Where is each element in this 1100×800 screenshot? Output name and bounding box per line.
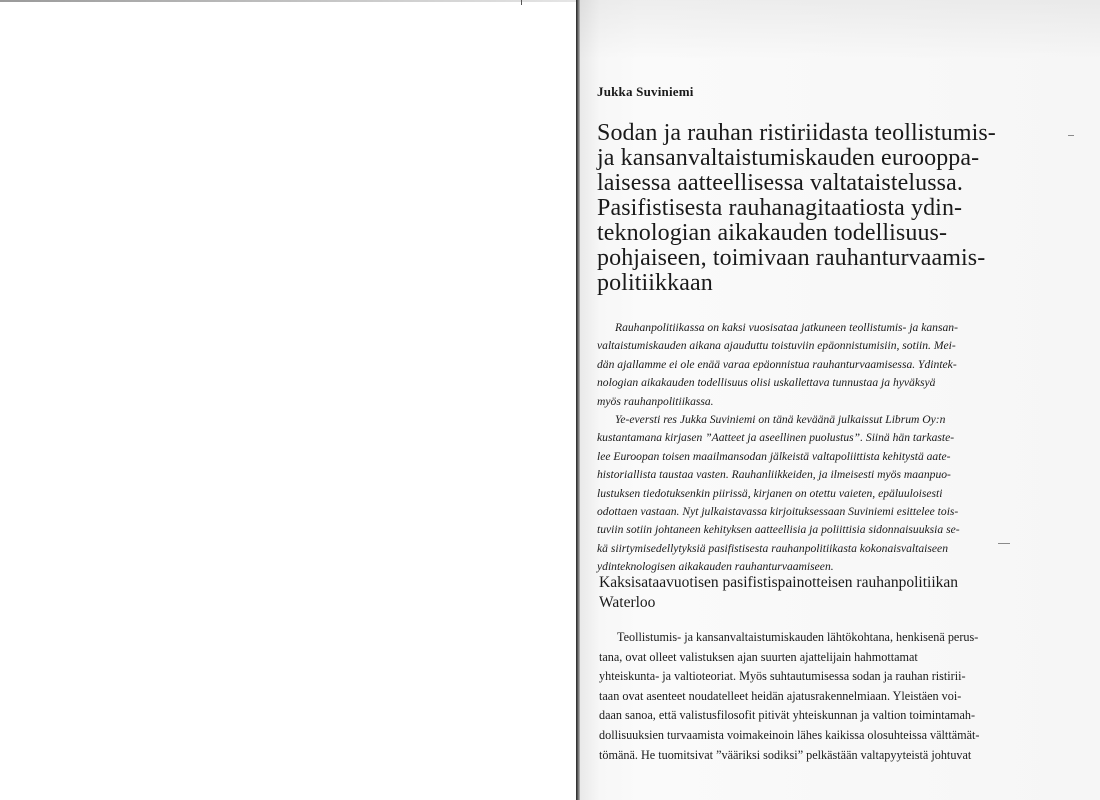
margin-mark (998, 543, 1010, 544)
article-body (599, 628, 1039, 765)
abstract-line: Rauhanpolitiikassa on kaksi vuosisataa jatkuneen teollistumis- ja kansan- (615, 321, 958, 334)
article-title (597, 121, 1037, 296)
title-line: teknologian aikakauden todellisuus- (597, 220, 948, 246)
abstract-line: Ye-eversti res Jukka Suviniemi on tänä keväänä julkaissut Librum Oy:n (615, 413, 946, 427)
body-line: dollisuuksien turvaamista voimakeinoin lähes kaikissa olosuhteissa välttämät- (599, 727, 980, 742)
title-line: Pasifistisesta rauhanagitaatiosta ydin- (597, 195, 963, 221)
title-line: politiikkaan (597, 270, 713, 296)
abstract-line: dän ajallamme ei ole enää varaa epäonnistua rauhanturvaamisessa. Ydintek- (597, 357, 957, 371)
right-page (580, 0, 1100, 800)
section-heading-line: Kaksisataavuotisen pasifistispainotteisen rauhanpolitiikan (599, 574, 959, 591)
section-heading-line: Waterloo (599, 594, 656, 611)
abstract-line: lustuksen tiedotuksenkin piirissä, kirjanen on otettu vaieten, epäluuloisesti (597, 486, 943, 500)
article-author: Jukka Suviniemi (597, 84, 694, 99)
body-line: yhteiskunta- ja valtioteoriat. Myös suhtautumisessa sodan ja rauhan ristirii- (599, 669, 966, 684)
body-line: Teollistumis- ja kansanvaltaistumiskauden lähtökohtana, henkisenä perus- (617, 630, 979, 644)
abstract-line: kustantamana kirjasen ”Aatteet ja aseellinen puolustus”. Siinä hän tarkaste- (597, 431, 955, 445)
abstract-line: lee Euroopan toisen maailmansodan jälkeistä valtapoliittista kehitystä aate- (597, 449, 951, 463)
abstract-line: valtaistumiskauden aikana ajauduttu toistuviin epäonnistumisiin, sotiin. Mei- (597, 339, 956, 353)
abstract-line: odottaen vastaan. Nyt julkaistavassa kirjoituksessaan Suviniemi esittelee tois- (597, 505, 959, 519)
top-page-edge-line (0, 0, 578, 2)
body-line: tömänä. He tuomitsivat ”vääriksi sodiksi” pelkästään valtapyyteistä johtuvat (599, 747, 972, 762)
abstract-line: tuviin sotiin johtaneen kehityksen aatteellisia ja poliittisia sidonnaisuuksia se- (597, 523, 960, 537)
title-line: ja kansanvaltaistumiskauden eurooppa- (597, 145, 980, 171)
title-line: pohjaiseen, toimivaan rauhanturvaamis- (597, 245, 986, 271)
abstract-line: kä siirtymisedellytyksiä pasifistisesta rauhanpolitiikasta kokonaisvaltaiseen (597, 541, 948, 555)
abstract-line: nologian aikakauden todellisuus olisi uskallettava tunnustaa ja hyväksyä (597, 376, 936, 390)
abstract-line: historiallista taustaa vasten. Rauhanliikkeiden, ja ilmeisesti myös maanpuo- (597, 468, 951, 482)
page-top-shading (580, 0, 1100, 60)
top-page-edge-tick (521, 0, 522, 5)
title-line: laisessa aatteellisessa valtataistelussa. (597, 170, 963, 196)
abstract-line: myös rauhanpolitiikassa. (597, 394, 714, 408)
abstract-line: ydinteknologisen aikakauden rauhanturvaamiseen. (597, 560, 834, 574)
article-abstract (597, 319, 1033, 577)
margin-mark (1068, 135, 1074, 136)
title-line: Sodan ja rauhan ristiriidasta teollistumis- (597, 120, 996, 146)
body-line: daan sanoa, että valistusfilosofit pitivät yhteiskunnan ja valtion toimintamah- (599, 708, 976, 723)
section-heading (599, 573, 958, 613)
body-line: taan ovat asenteet noudatelleet heidän ajatusrakennelmiaan. Yleistäen voi- (599, 688, 962, 703)
body-line: tana, ovat olleet valistuksen ajan suurten ajattelijain hahmottamat (599, 649, 918, 664)
